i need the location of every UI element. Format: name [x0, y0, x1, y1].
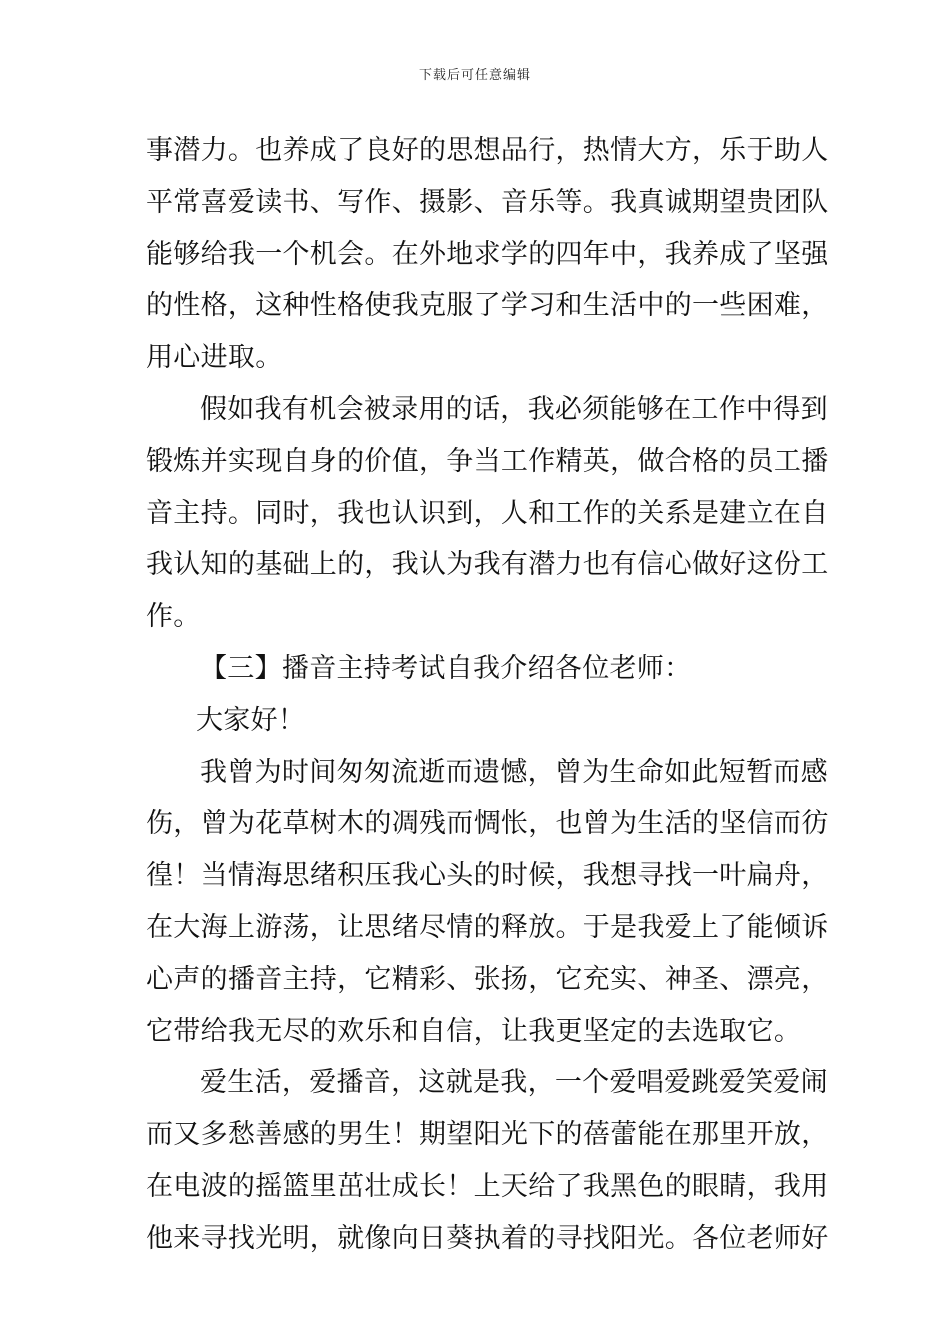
text-line: 在大海上游荡，让思绪尽情的释放。于是我爱上了能倾诉 — [146, 911, 829, 943]
text-line: 的性格，这种性格使我克服了学习和生活中的一些困难， — [146, 290, 829, 322]
text-line: 我曾为时间匆匆流逝而遗憾，曾为生命如此短暂而感 — [200, 756, 828, 788]
heading-line: 【三】播音主持考试自我介绍各位老师： — [200, 652, 692, 684]
text-line: 徨！当情海思绪积压我心头的时候，我想寻找一叶扁舟， — [146, 860, 829, 892]
greeting-line: 大家好！ — [196, 704, 306, 736]
text-line: 爱生活，爱播音，这就是我，一个爱唱爱跳爱笑爱闹 — [200, 1067, 828, 1099]
text-line: 平常喜爱读书、写作、摄影、音乐等。我真诚期望贵团队 — [146, 186, 829, 218]
text-line: 我认知的基础上的，我认为我有潜力也有信心做好这份工 — [146, 549, 829, 581]
text-line: 能够给我一个机会。在外地求学的四年中，我养成了坚强 — [146, 238, 829, 270]
text-line: 音主持。同时，我也认识到，人和工作的关系是建立在自 — [146, 497, 829, 529]
section-heading — [146, 643, 816, 695]
text-line: 假如我有机会被录用的话，我必须能够在工作中得到 — [200, 393, 828, 425]
text-line: 他来寻找光明，就像向日葵执着的寻找阳光。各位老师好 — [146, 1222, 829, 1254]
body-text — [146, 125, 829, 1265]
paragraph-1 — [146, 125, 829, 384]
header-note: 下载后可任意编辑 — [418, 68, 531, 83]
text-line: 伤，曾为花草树木的凋残而惆怅，也曾为生活的坚信而彷 — [146, 808, 829, 840]
paragraph-2 — [146, 384, 829, 643]
text-line: 用心进取。 — [146, 342, 283, 374]
paragraph-4 — [146, 1057, 829, 1264]
greeting — [146, 695, 816, 747]
text-line: 在电波的摇篮里茁壮成长！上天给了我黑色的眼睛，我用 — [146, 1170, 829, 1202]
text-line: 而又多愁善感的男生！期望阳光下的蓓蕾能在那里开放， — [146, 1119, 829, 1151]
text-line: 作。 — [146, 601, 201, 633]
text-line: 事潜力。也养成了良好的思想品行，热情大方，乐于助人 — [146, 135, 829, 166]
paragraph-3 — [146, 747, 829, 1058]
text-line: 心声的播音主持，它精彩、张扬，它充实、神圣、漂亮， — [146, 963, 829, 995]
text-line: 锻炼并实现自身的价值，争当工作精英，做合格的员工播 — [146, 445, 829, 477]
text-line: 它带给我无尽的欢乐和自信，让我更坚定的去选取它。 — [146, 1015, 802, 1047]
